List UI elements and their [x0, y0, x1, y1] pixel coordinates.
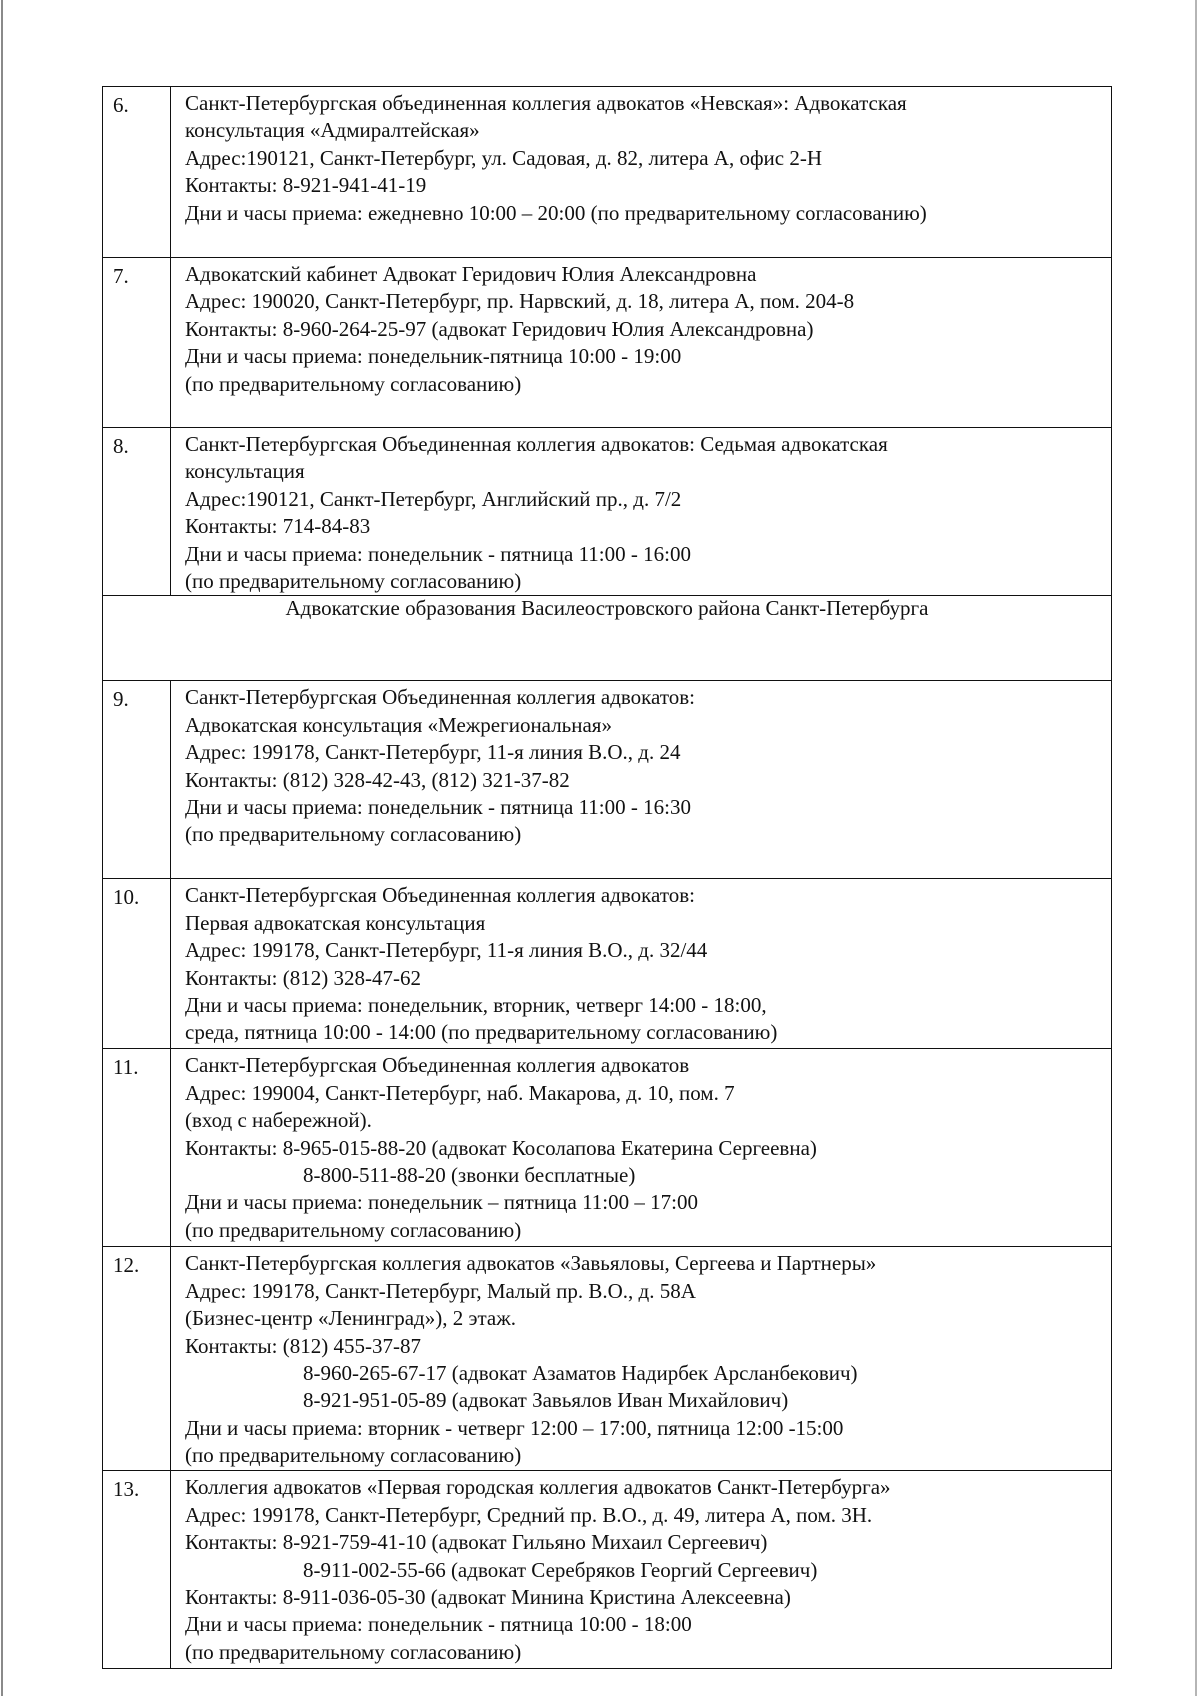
entry-text [171, 879, 1112, 1049]
entry-line: (по предварительному согласованию) [185, 569, 522, 594]
entry-line: Контакты: (812) 455-37-87 [185, 1333, 421, 1358]
entry-line: Адрес:190121, Санкт-Петербург, Английский пр., д. 7/2 [185, 486, 682, 511]
entry-number: 11. [103, 1049, 171, 1247]
entry-line: (Бизнес-центр «Ленинград»), 2 этаж. [185, 1306, 516, 1331]
entry-line: Контакты: 8-921-759-41-10 (адвокат Гильяно Михаил Сергеевич) [185, 1530, 768, 1555]
entry-text [171, 1247, 1112, 1471]
entry-line: Адрес: 199178, Санкт-Петербург, Малый пр. В.О., д. 58А [185, 1278, 696, 1303]
entry-line: Дни и часы приема: понедельник - пятница 11:00 - 16:00 [185, 541, 691, 566]
entry-line: консультация «Адмиралтейская» [185, 118, 480, 143]
table-row [103, 1049, 1112, 1247]
entry-line: Адрес: 199178, Санкт-Петербург, 11-я линия В.О., д. 24 [185, 740, 681, 765]
entry-line: (вход с набережной). [185, 1108, 372, 1133]
entry-line: Контакты: 714-84-83 [185, 514, 371, 539]
entry-line: Санкт-Петербургская Объединенная коллегия адвокатов: Седьмая адвокатская [185, 432, 888, 456]
entry-line: Санкт-Петербургская коллегия адвокатов «Завьяловы, Сергеева и Партнеры» [185, 1251, 877, 1276]
entry-number: 8. [103, 428, 171, 596]
entry-line: Дни и часы приема: ежедневно 10:00 – 20:00 (по предварительному согласованию) [185, 200, 927, 225]
entry-line: Санкт-Петербургская объединенная коллегия адвокатов «Невская»: Адвокатская [185, 91, 907, 115]
entry-line: Дни и часы приема: вторник - четверг 12:00 – 17:00, пятница 12:00 -15:00 [185, 1415, 844, 1440]
entry-line: Санкт-Петербургская Объединенная коллегия адвокатов: [185, 883, 695, 908]
entry-line: Адвокатская консультация «Межрегиональная» [185, 712, 612, 737]
entry-number: 12. [103, 1247, 171, 1471]
entry-line: Адрес: 199178, Санкт-Петербург, 11-я линия В.О., д. 32/44 [185, 938, 708, 963]
table-row [103, 879, 1112, 1049]
entry-line: Контакты: 8-911-036-05-30 (адвокат Минина Кристина Алексеевна) [185, 1585, 791, 1610]
entry-text [171, 681, 1112, 879]
entry-line: 8-921-951-05-89 (адвокат Завьялов Иван Михайлович) [303, 1388, 789, 1413]
entry-line: Контакты: (812) 328-47-62 [185, 965, 421, 990]
entry-line: Контакты: (812) 328-42-43, (812) 321-37-82 [185, 767, 570, 792]
entry-text [171, 1049, 1112, 1247]
entry-line: Адрес: 199178, Санкт-Петербург, Средний пр. В.О., д. 49, литера А, пом. 3Н. [185, 1502, 873, 1527]
entry-line: 8-960-265-67-17 (адвокат Азаматов Надирбек Арсланбекович) [303, 1361, 858, 1386]
entry-line: Первая адвокатская консультация [185, 910, 486, 935]
entry-line: Дни и часы приема: понедельник-пятница 10:00 - 19:00 [185, 344, 682, 369]
entry-line: Коллегия адвокатов «Первая городская коллегия адвокатов Санкт-Петербурга» [185, 1475, 891, 1500]
entry-line: Санкт-Петербургская Объединенная коллегия адвокатов [185, 1053, 690, 1078]
entry-number: 6. [103, 87, 171, 258]
entry-line: (по предварительному согласованию) [185, 1217, 522, 1242]
entry-line: (по предварительному согласованию) [185, 1639, 522, 1664]
scan-edge-left [1, 0, 3, 1696]
entry-line: Адрес: 199004, Санкт-Петербург, наб. Макарова, д. 10, пом. 7 [185, 1080, 735, 1105]
table-row [103, 87, 1112, 258]
section-header-row [103, 596, 1112, 681]
entry-number: 9. [103, 681, 171, 879]
entry-line: Контакты: 8-921-941-41-19 [185, 173, 427, 198]
entry-text [171, 87, 1112, 258]
table-row [103, 258, 1112, 428]
table-row [103, 681, 1112, 879]
entry-line: Дни и часы приема: понедельник - пятница 10:00 - 18:00 [185, 1612, 692, 1637]
entry-line: (по предварительному согласованию) [185, 822, 522, 847]
entry-text [171, 428, 1112, 596]
entry-line: Адрес:190121, Санкт-Петербург, ул. Садовая, д. 82, литера А, офис 2-Н [185, 145, 823, 170]
entry-line: Дни и часы приема: понедельник, вторник, четверг 14:00 - 18:00, [185, 993, 767, 1018]
table-row [103, 1247, 1112, 1471]
entry-line: Санкт-Петербургская Объединенная коллегия адвокатов: [185, 685, 695, 710]
entry-line: консультация [185, 459, 305, 484]
section-title: Адвокатские образования Василеостровского района Санкт-Петербурга [103, 596, 1112, 681]
entry-line: среда, пятница 10:00 - 14:00 (по предварительному согласованию) [185, 1020, 778, 1045]
entry-line: Дни и часы приема: понедельник - пятница 11:00 - 16:30 [185, 795, 691, 820]
entry-text [171, 258, 1112, 428]
scan-edge-right [1195, 0, 1197, 1696]
entry-line: 8-911-002-55-66 (адвокат Серебряков Георгий Сергеевич) [303, 1557, 818, 1582]
table-row [103, 1471, 1112, 1669]
entry-number: 13. [103, 1471, 171, 1669]
advocates-table [102, 86, 1112, 1669]
entry-line: Адрес: 190020, Санкт-Петербург, пр. Нарвский, д. 18, литера А, пом. 204-8 [185, 289, 855, 314]
entry-number: 7. [103, 258, 171, 428]
entry-line: Дни и часы приема: понедельник – пятница 11:00 – 17:00 [185, 1190, 698, 1215]
entry-line: (по предварительному согласованию) [185, 1443, 522, 1468]
entry-line: Контакты: 8-965-015-88-20 (адвокат Косолапова Екатерина Сергеевна) [185, 1135, 817, 1160]
entry-line: Адвокатский кабинет Адвокат Геридович Юлия Александровна [185, 262, 757, 286]
table-row [103, 428, 1112, 596]
entry-line: (по предварительному согласованию) [185, 371, 522, 396]
entry-number: 10. [103, 879, 171, 1049]
entry-line: Контакты: 8-960-264-25-97 (адвокат Геридович Юлия Александровна) [185, 316, 814, 341]
entry-line: 8-800-511-88-20 (звонки бесплатные) [303, 1163, 636, 1188]
entry-text [171, 1471, 1112, 1669]
